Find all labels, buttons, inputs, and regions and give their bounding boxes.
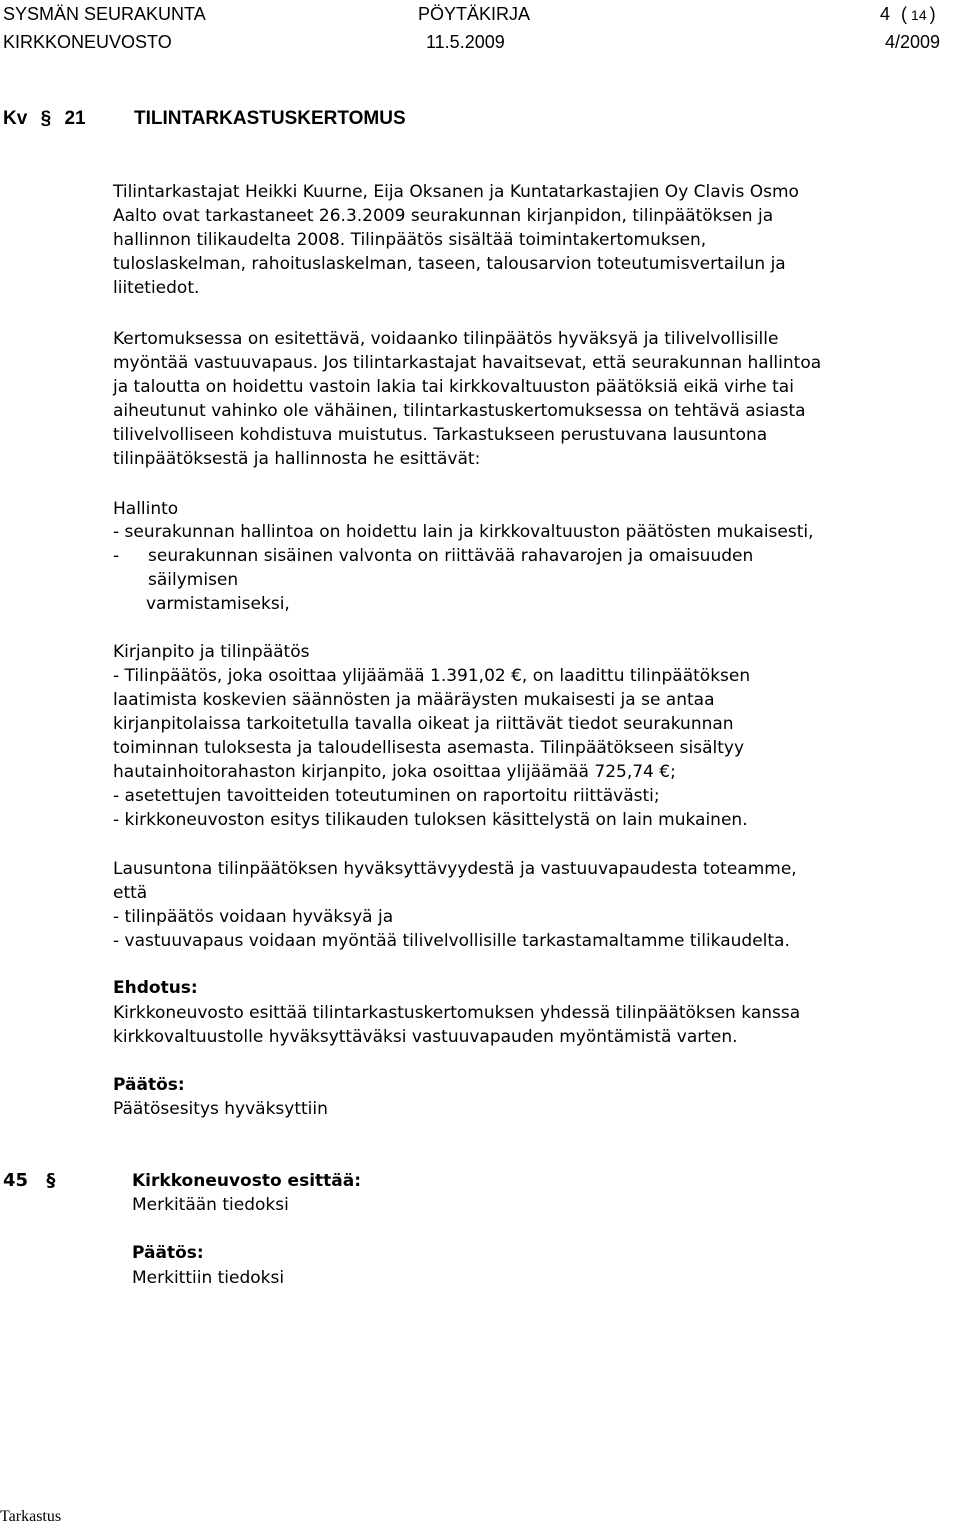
- kirjanpito-line: - Tilinpäätös, joka osoittaa ylijäämää 1.391,02 €, on laadittu tilinpäätöksen: [113, 666, 751, 686]
- para2-line: myöntää vastuuvapaus. Jos tilintarkastajat havaitsevat, että seurakunnan hallintoa: [113, 353, 822, 373]
- para2-line: tilinpäätöksestä ja hallinnosta he esittävät:: [113, 449, 481, 469]
- kirjanpito-line: kirjanpitolaissa tarkoitetulla tavalla oikeat ja riittävät tiedot seurakunnan: [113, 714, 734, 734]
- lausunto-line: - tilinpäätös voidaan hyväksyä ja: [113, 907, 394, 927]
- section-45-num: 45: [3, 1170, 29, 1191]
- para1-line: Tilintarkastajat Heikki Kuurne, Eija Oksanen ja Kuntatarkastajien Oy Clavis Osmo: [113, 182, 799, 202]
- header-page-indicator: [880, 4, 936, 25]
- page-number: 4: [880, 4, 891, 24]
- ehdotus-label: Ehdotus:: [113, 978, 198, 998]
- footer-label: Tarkastus: [0, 1508, 62, 1525]
- section-21-prefix: Kv: [3, 108, 28, 129]
- para1-line: tuloslaskelman, rahoituslaskelman, taseen, talousarvion toteutumisvertailun ja: [113, 254, 786, 274]
- lausunto-line: Lausuntona tilinpäätöksen hyväksyttävyydestä ja vastuuvapaudesta toteamme,: [113, 859, 797, 879]
- header-date: 11.5.2009: [426, 32, 505, 52]
- section-45-number: [3, 1169, 55, 1193]
- kirjanpito-line: hautainhoitorahaston kirjanpito, joka osoittaa ylijäämää 725,74 €;: [113, 762, 676, 782]
- paatos-text: Päätösesitys hyväksyttiin: [113, 1099, 328, 1119]
- header-doc-type: PÖYTÄKIRJA: [418, 4, 531, 24]
- section-45-text: Merkitään tiedoksi: [132, 1195, 289, 1215]
- hallinto-item-cont: varmistamiseksi,: [146, 594, 290, 614]
- ehdotus-line: Kirkkoneuvosto esittää tilintarkastuskertomuksen yhdessä tilinpäätöksen kanssa: [113, 1003, 801, 1023]
- para1-line: liitetiedot.: [113, 278, 200, 298]
- ehdotus-line: kirkkovaltuustolle hyväksyttäväksi vastuuvapauden myöntämistä varten.: [113, 1027, 738, 1047]
- header-doc-id: 4/2009: [885, 32, 941, 52]
- hallinto-item-dash: -: [113, 546, 120, 566]
- page-paren-close: ): [929, 4, 936, 24]
- section-45-paatos-text: Merkittiin tiedoksi: [132, 1268, 285, 1288]
- kirjanpito-line: toiminnan tuloksesta ja taloudellisesta asemasta. Tilinpäätökseen sisältyy: [113, 738, 745, 758]
- kirjanpito-line: - asetettujen tavoitteiden toteutuminen on raportoitu riittävästi;: [113, 786, 660, 806]
- paatos-label: Päätös:: [113, 1075, 185, 1095]
- para2-line: tilivelvolliseen kohdistuva muistutus. Tarkastukseen perustuvana lausuntona: [113, 425, 768, 445]
- kirjanpito-line: laatimista koskevien säännösten ja määräysten mukaisesti ja se antaa: [113, 690, 715, 710]
- hallinto-item-cont: säilymisen: [148, 570, 239, 590]
- para2-line: aiheutunut vahinko ole vähäinen, tilintarkastuskertomuksessa on tehtävä asiasta: [113, 401, 806, 421]
- hallinto-item: seurakunnan sisäinen valvonta on riittävää rahavarojen ja omaisuuden: [148, 546, 754, 566]
- header-body: KIRKKONEUVOSTO: [3, 32, 172, 52]
- section-sign-icon: §: [46, 1170, 56, 1191]
- lausunto-line: - vastuuvapaus voidaan myöntää tilivelvollisille tarkastamaltamme tilikaudelta.: [113, 931, 790, 951]
- section-21-label: [3, 108, 86, 130]
- hallinto-heading: Hallinto: [113, 499, 179, 519]
- para2-line: Kertomuksessa on esitettävä, voidaanko tilinpäätös hyväksyä ja tilivelvollisille: [113, 329, 779, 349]
- para2-line: ja taloutta on hoidettu vastoin lakia tai kirkkovaltuuston päätöksiä eikä virhe tai: [113, 377, 794, 397]
- lausunto-line: että: [113, 883, 148, 903]
- section-sign-icon: §: [40, 108, 52, 129]
- hallinto-item: - seurakunnan hallintoa on hoidettu lain ja kirkkovaltuuston päätösten mukaisesti,: [113, 522, 814, 542]
- header-org: SYSMÄN SEURAKUNTA: [3, 4, 206, 24]
- section-45-paatos-label: Päätös:: [132, 1243, 204, 1263]
- page-paren-open: (: [901, 4, 908, 24]
- kirjanpito-line: - kirkkoneuvoston esitys tilikauden tuloksen käsittelystä on lain mukainen.: [113, 810, 748, 830]
- section-45-heading: Kirkkoneuvosto esittää:: [132, 1171, 362, 1191]
- para1-line: hallinnon tilikaudelta 2008. Tilinpäätös sisältää toimintakertomuksen,: [113, 230, 707, 250]
- section-21-title: TILINTARKASTUSKERTOMUS: [134, 108, 406, 129]
- section-21-number: 21: [64, 108, 86, 129]
- page-total: 14: [911, 7, 927, 23]
- para1-line: Aalto ovat tarkastaneet 26.3.2009 seurakunnan kirjanpidon, tilinpäätöksen ja: [113, 206, 774, 226]
- kirjanpito-heading: Kirjanpito ja tilinpäätös: [113, 642, 310, 662]
